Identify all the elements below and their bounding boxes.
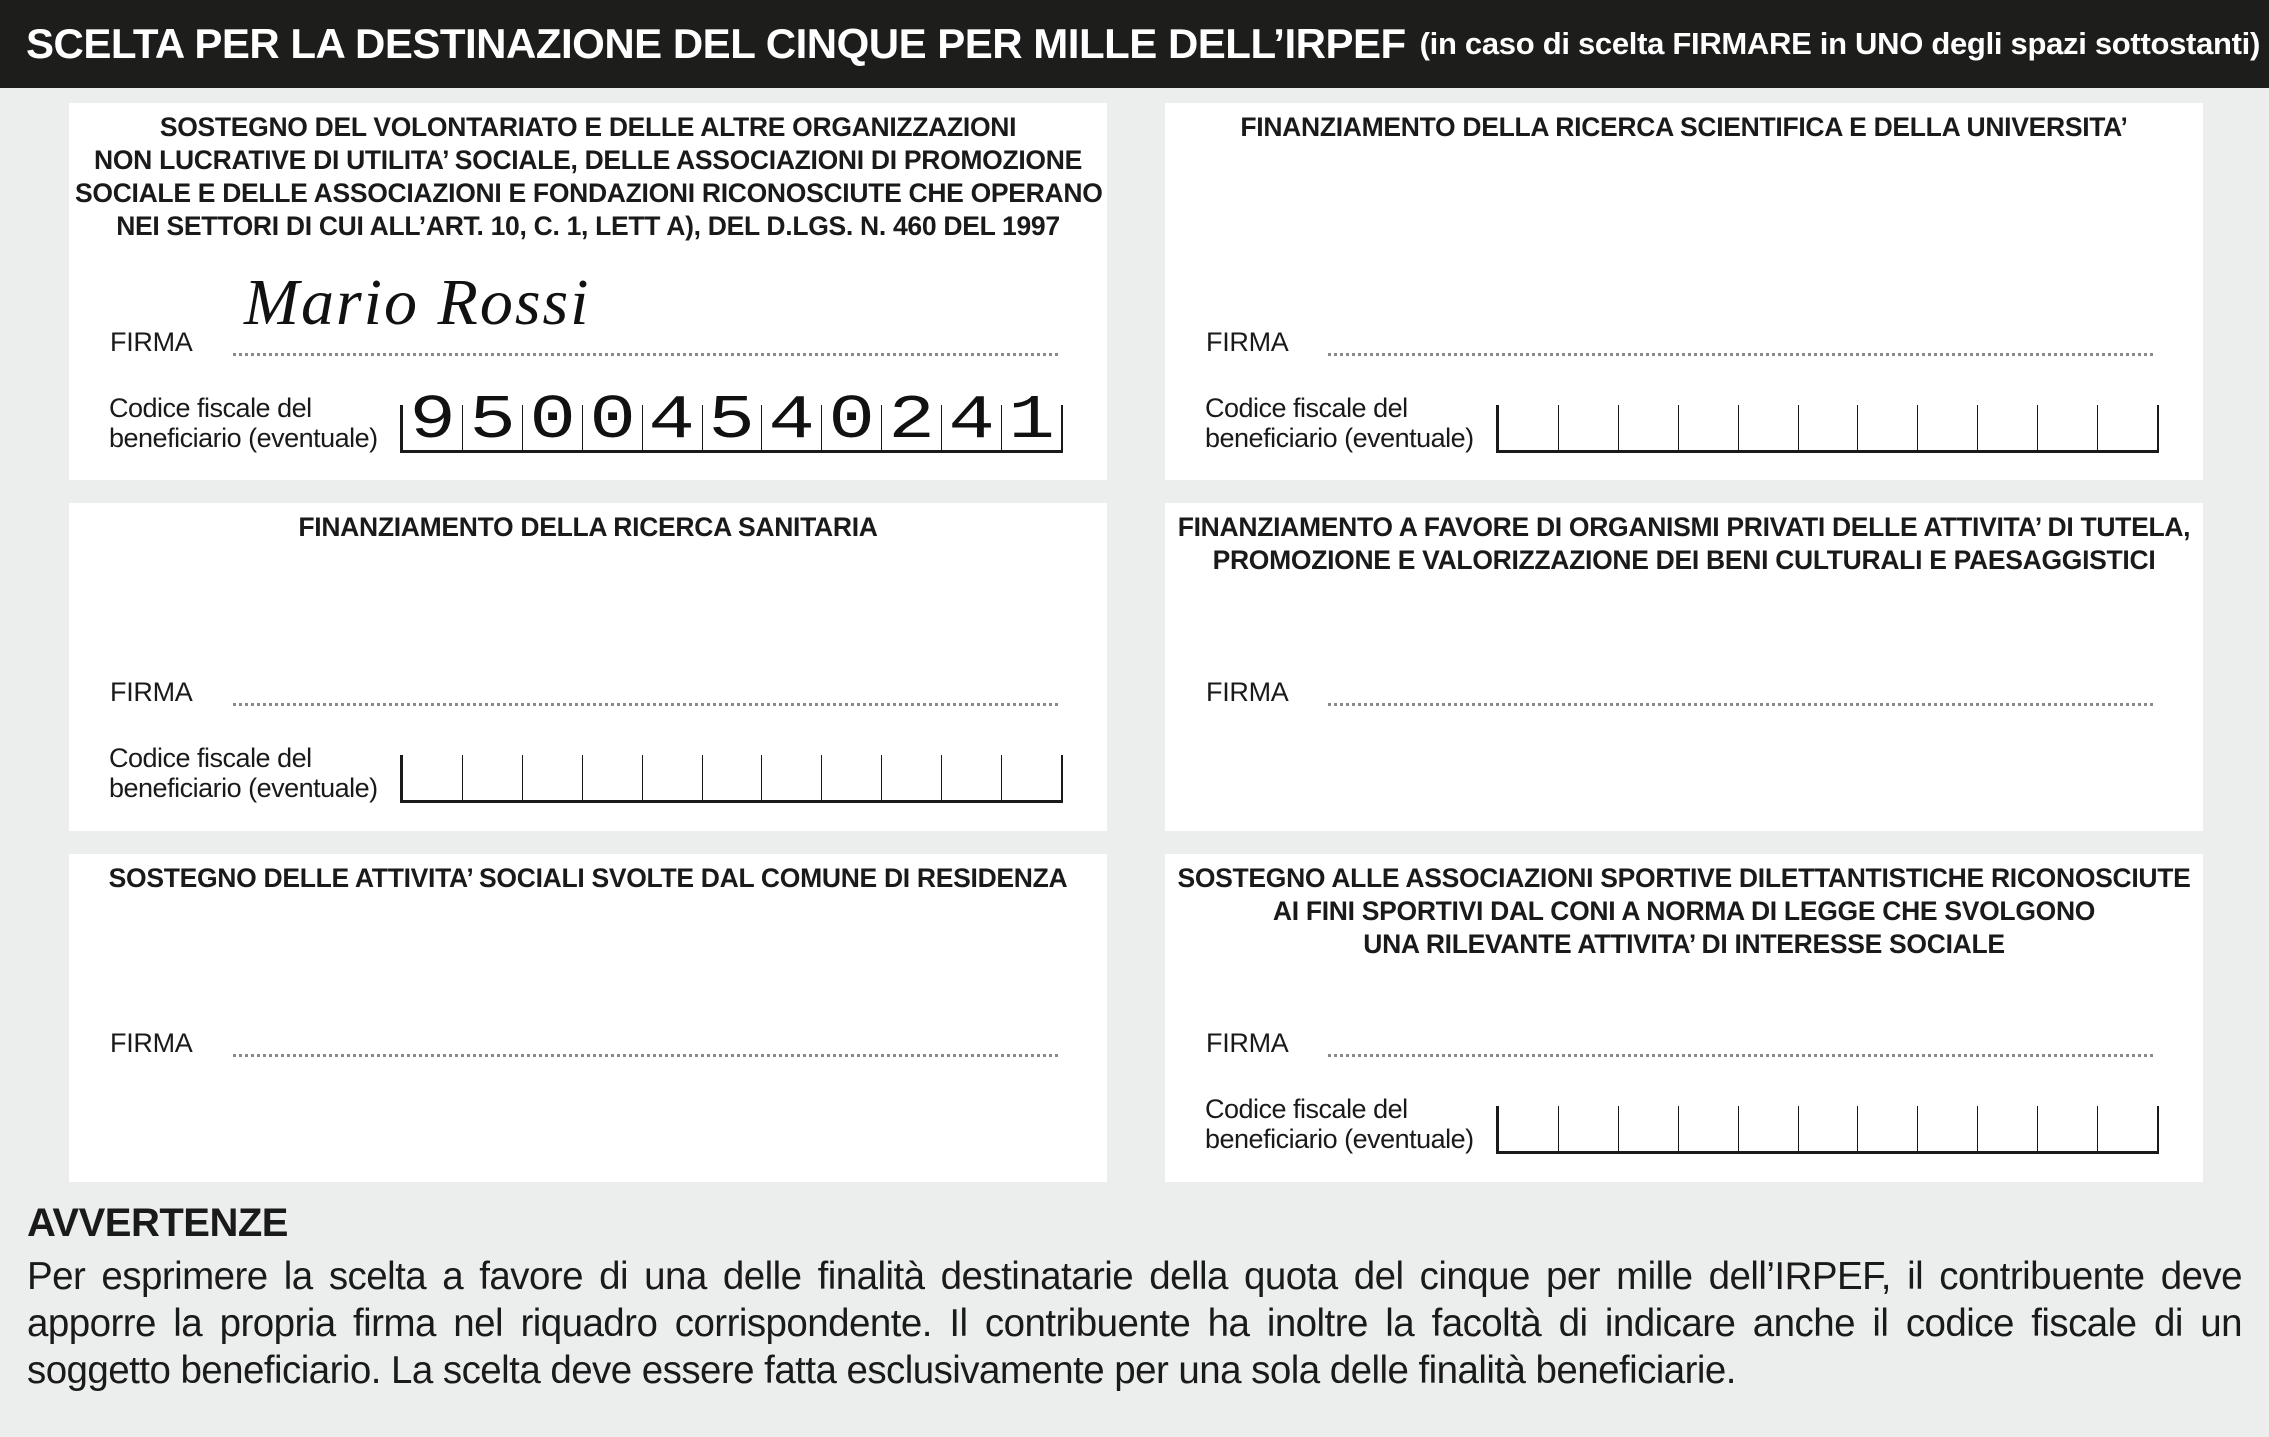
cf-digit: 5 bbox=[708, 385, 756, 456]
cf-digit-cell[interactable] bbox=[942, 385, 1002, 456]
cf-digit-cell[interactable] bbox=[1002, 755, 1061, 800]
cf-digit-cell[interactable] bbox=[643, 755, 703, 800]
firma-label: FIRMA bbox=[1206, 327, 1289, 357]
cf-digit-cell[interactable] bbox=[703, 755, 763, 800]
cf-digit-cell[interactable] bbox=[2098, 405, 2157, 450]
codice-fiscale-label: Codice fiscale del beneficiario (eventuale) bbox=[1205, 1094, 1474, 1154]
codice-fiscale-field[interactable] bbox=[1496, 405, 2159, 453]
cf-digit-cell[interactable] bbox=[523, 755, 583, 800]
cf-digit-cell[interactable] bbox=[1619, 1106, 1679, 1151]
panel-title: SOSTEGNO DELLE ATTIVITA’ SOCIALI SVOLTE DAL COMUNE DI RESIDENZA bbox=[108, 863, 1068, 893]
firma-label: FIRMA bbox=[1206, 1028, 1289, 1058]
cf-digit-cell[interactable] bbox=[762, 385, 822, 456]
cf-digit-cell[interactable] bbox=[1499, 405, 1559, 450]
panel-title: FINANZIAMENTO DELLA RICERCA SANITARIA bbox=[298, 512, 878, 542]
cf-digit-cell[interactable] bbox=[762, 755, 822, 800]
cf-digit-cell[interactable] bbox=[2098, 1106, 2157, 1151]
panel-ricerca-scientifica bbox=[1165, 103, 2203, 480]
cf-digit-cell[interactable] bbox=[703, 385, 763, 456]
cf-digit-cell[interactable] bbox=[1918, 405, 1978, 450]
cf-digit-cell[interactable] bbox=[822, 755, 882, 800]
cf-digit-cell[interactable] bbox=[1799, 1106, 1859, 1151]
cf-digit-cell[interactable] bbox=[822, 385, 882, 456]
cf-digit-cell[interactable] bbox=[1679, 1106, 1739, 1151]
cf-digit: 0 bbox=[828, 385, 876, 456]
cf-digit-cell[interactable] bbox=[403, 755, 463, 800]
cf-digit: 4 bbox=[768, 385, 816, 456]
cf-digit-cell[interactable] bbox=[1559, 405, 1619, 450]
panel-ricerca-sanitaria bbox=[69, 503, 1107, 831]
firma-label: FIRMA bbox=[110, 677, 193, 707]
cf-digit-cell[interactable] bbox=[463, 385, 523, 456]
handwritten-signature: Mario Rossi bbox=[244, 266, 591, 339]
cf-digit-cell[interactable] bbox=[1799, 405, 1859, 450]
cf-digit-cell[interactable] bbox=[1978, 1106, 2038, 1151]
cf-digit-cell[interactable] bbox=[463, 755, 523, 800]
cf-digit-cell[interactable] bbox=[882, 385, 942, 456]
form-instruction: (in caso di scelta FIRMARE in UNO degli spazi sottostanti) bbox=[1419, 26, 2261, 61]
cf-digit-cell[interactable] bbox=[2038, 1106, 2098, 1151]
cf-digit: 5 bbox=[469, 385, 516, 456]
cf-digit: 0 bbox=[529, 385, 576, 456]
cf-digit: 2 bbox=[888, 385, 935, 456]
cf-digit-cell[interactable] bbox=[1559, 1106, 1619, 1151]
panel-associazioni-sportive bbox=[1165, 854, 2203, 1182]
cf-digit-cell[interactable] bbox=[882, 755, 942, 800]
cf-digit-cell[interactable] bbox=[2038, 405, 2098, 450]
cf-digit-cell[interactable] bbox=[1739, 1106, 1799, 1151]
firma-label: FIRMA bbox=[110, 327, 193, 357]
form-header bbox=[0, 0, 2269, 88]
cf-digit: 4 bbox=[648, 385, 696, 456]
cf-digit-cell[interactable] bbox=[1978, 405, 2038, 450]
form-title: SCELTA PER LA DESTINAZIONE DEL CINQUE PER MILLE DELL’IRPEF bbox=[26, 20, 1406, 67]
cf-digit-cell[interactable] bbox=[583, 755, 643, 800]
signature-line[interactable] bbox=[1328, 1054, 2153, 1057]
panel-volontariato bbox=[69, 103, 1107, 480]
signature-line[interactable] bbox=[233, 1054, 1058, 1057]
cf-digit-cell[interactable] bbox=[523, 385, 583, 456]
cf-digit-cell[interactable] bbox=[643, 385, 703, 456]
signature-line[interactable] bbox=[233, 703, 1058, 706]
cf-digit-cell[interactable] bbox=[1619, 405, 1679, 450]
firma-label: FIRMA bbox=[110, 1028, 193, 1058]
avvertenze-text: Per esprimere la scelta a favore di una delle finalità destinatarie della quota del cinque per mille dell’IRPEF, il contribuente deve apporre la propria firma nel riquadro corrispondente. Il contribuente ha inoltre la facoltà di indicare anche il codice fiscale di un soggetto beneficiario. La scelta deve essere fatta esclusivamente per una sola delle finalità beneficiarie. bbox=[27, 1255, 2242, 1392]
codice-fiscale-field[interactable] bbox=[400, 755, 1063, 803]
cf-digit-cell[interactable] bbox=[1679, 405, 1739, 450]
codice-fiscale-field[interactable] bbox=[400, 385, 1063, 456]
panel-beni-culturali bbox=[1165, 503, 2203, 831]
cf-digit-cell[interactable] bbox=[1858, 1106, 1918, 1151]
signature-line[interactable] bbox=[1328, 353, 2153, 356]
avvertenze-title: AVVERTENZE bbox=[27, 1201, 288, 1245]
cf-digit-cell[interactable] bbox=[1002, 385, 1061, 456]
cf-digit-cell[interactable] bbox=[403, 385, 463, 456]
cf-digit: 9 bbox=[409, 385, 456, 456]
panel-title: SOSTEGNO ALLE ASSOCIAZIONI SPORTIVE DILETTANTISTICHE RICONOSCIUTE AI FINI SPORTIVI DAL CONI A NORMA DI LEGGE CHE SVOLGONO UNA RILEVANTE ATTIVITA’ DI INTERESSE SOCIALE bbox=[1177, 863, 2191, 959]
codice-fiscale-label: Codice fiscale del beneficiario (eventuale) bbox=[109, 743, 378, 803]
cf-digit: 4 bbox=[948, 385, 995, 456]
signature-line[interactable] bbox=[1328, 703, 2153, 706]
firma-label: FIRMA bbox=[1206, 677, 1289, 707]
cf-digit-cell[interactable] bbox=[583, 385, 643, 456]
cf-digit-cell[interactable] bbox=[1499, 1106, 1559, 1151]
signature-line[interactable] bbox=[233, 353, 1058, 356]
cf-digit-cell[interactable] bbox=[1918, 1106, 1978, 1151]
cf-digit-cell[interactable] bbox=[942, 755, 1002, 800]
panel-title: FINANZIAMENTO A FAVORE DI ORGANISMI PRIVATI DELLE ATTIVITA’ DI TUTELA, PROMOZIONE E VALORIZZAZIONE DEI BENI CULTURALI E PAESAGGISTICI bbox=[1177, 512, 2191, 575]
cf-digit: 0 bbox=[588, 385, 636, 456]
codice-fiscale-label: Codice fiscale del beneficiario (eventuale) bbox=[1205, 393, 1474, 453]
panel-title: SOSTEGNO DEL VOLONTARIATO E DELLE ALTRE ORGANIZZAZIONI NON LUCRATIVE DI UTILITA’ SOCIALE, DELLE ASSOCIAZIONI DI PROMOZIONE SOCIALE E DELLE ASSOCIAZIONI E FONDAZIONI RICONOSCIUTE CHE OPERANO NEI SETTORI DI CUI ALL’ART. 10, C. 1, LETT A), DEL D.LGS. N. 460 DEL 1997 bbox=[75, 112, 1103, 241]
panel-comune-residenza bbox=[69, 854, 1107, 1182]
cf-digit-cell[interactable] bbox=[1739, 405, 1799, 450]
panel-title: FINANZIAMENTO DELLA RICERCA SCIENTIFICA E DELLA UNIVERSITA’ bbox=[1240, 112, 2128, 142]
cf-digit: 1 bbox=[1008, 385, 1055, 456]
codice-fiscale-label: Codice fiscale del beneficiario (eventuale) bbox=[109, 393, 378, 453]
cf-digit-cell[interactable] bbox=[1858, 405, 1918, 450]
codice-fiscale-field[interactable] bbox=[1496, 1106, 2159, 1154]
